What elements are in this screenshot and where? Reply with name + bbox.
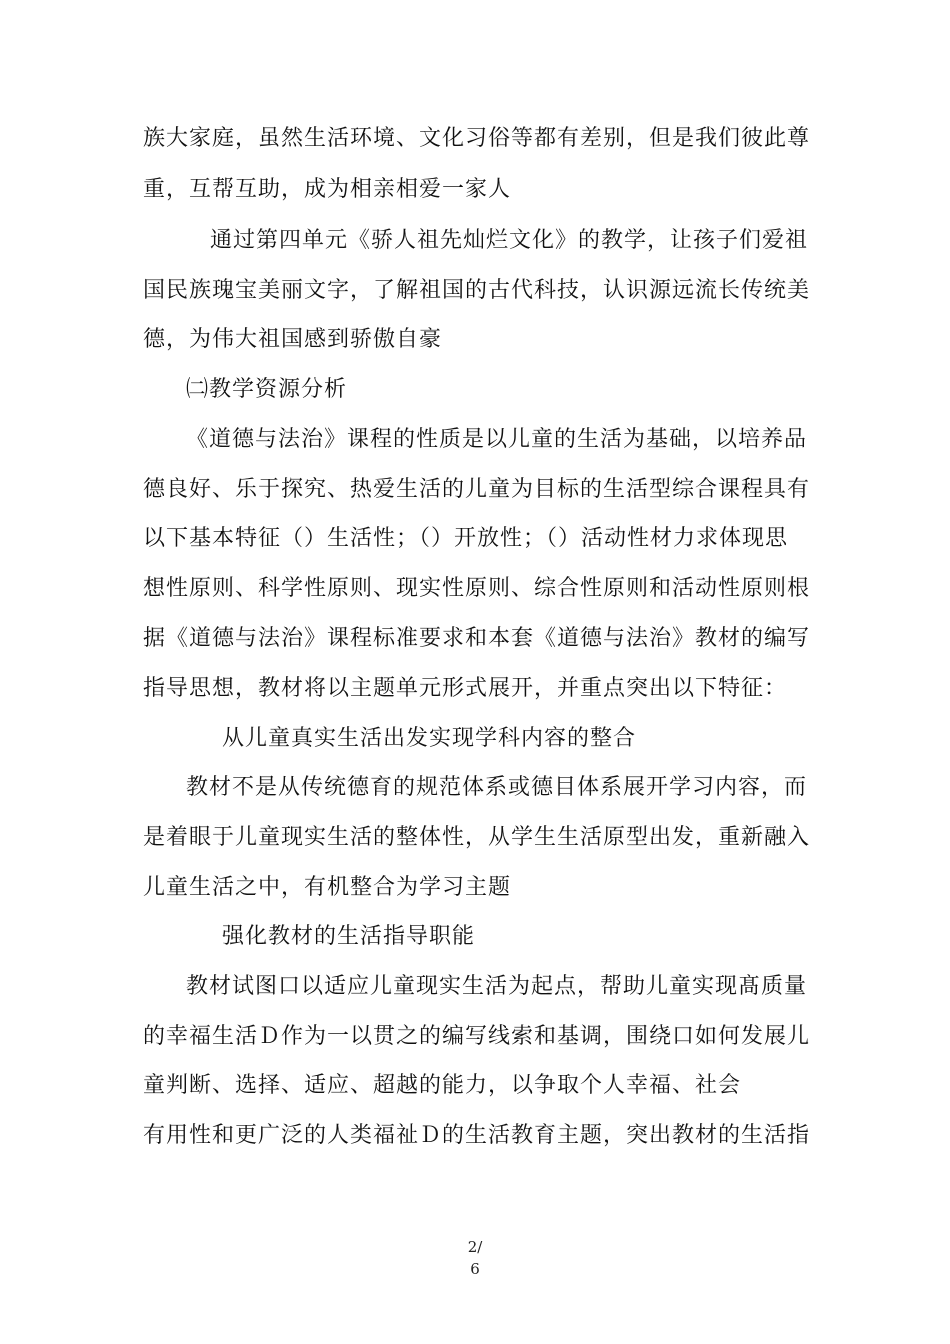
text-line: 国民族瑰宝美丽文字，了解祖国的古代科技，认识源远流长传统美 [143, 278, 811, 303]
text-line: 想性原则、科学性原则、现实性原则、综合性原则和活动性原则根 [143, 576, 811, 601]
text-line: 教材不是从传统德育的规范体系或德目体系展开学习内容，而 [186, 775, 808, 800]
page-number-part: 2/ [467, 1238, 483, 1256]
text-line: 通过第四单元《骄人祖先灿烂文化》的教学，让孩子们爱祖 [210, 228, 809, 253]
text-line: 德良好、乐于探究、热爱生活的儿童为目标的生活型综合课程具有 [143, 477, 811, 502]
text-line: 族大家庭，虽然生活环境、文化习俗等都有差别，但是我们彼此尊 [143, 126, 811, 151]
text-line: 是着眼于儿童现实生活的整体性，从学生生活原型出发，重新融入 [143, 825, 811, 850]
subheading: 从儿童真实生活出发实现学科内容的整合 [222, 726, 637, 751]
page-number-total: 6 [470, 1260, 480, 1278]
page-number [0, 1236, 950, 1280]
text-line: 以下基本特征（）生活性；（）开放性；（）活动性材力求体现思 [143, 526, 789, 551]
text-line: 的幸福生活Ｄ作为一以贯之的编写线索和基调，围绕口如何发展儿 [143, 1024, 811, 1049]
text-line: 重，互帮互助，成为相亲相爱一家人 [143, 177, 512, 202]
text-line: 据《道德与法治》课程标准要求和本套《道德与法治》教材的编写 [143, 626, 811, 651]
text-line: 教材试图口以适应儿童现实生活为起点，帮助儿童实现髙质量 [186, 974, 808, 999]
section-heading: ㈡教学资源分析 [186, 377, 348, 402]
text-line: 儿童生活之中，有机整合为学习主题 [143, 875, 512, 900]
text-line: 指导思想，教材将以主题单元形式展开，并重点突出以下特征： [143, 676, 788, 701]
text-line: 童判断、选择、适应、超越的能力，以争取个人幸福、社会 [143, 1073, 742, 1098]
text-line: 《道德与法治》课程的性质是以儿童的生活为基础，以培养品 [186, 427, 808, 452]
text-line: 德，为伟大祖国感到骄傲自豪 [143, 327, 443, 352]
subheading: 强化教材的生活指导职能 [222, 924, 476, 949]
text-line: 有用性和更广泛的人类福祉Ｄ的生活教育主题，突出教材的生活指 [143, 1123, 811, 1148]
